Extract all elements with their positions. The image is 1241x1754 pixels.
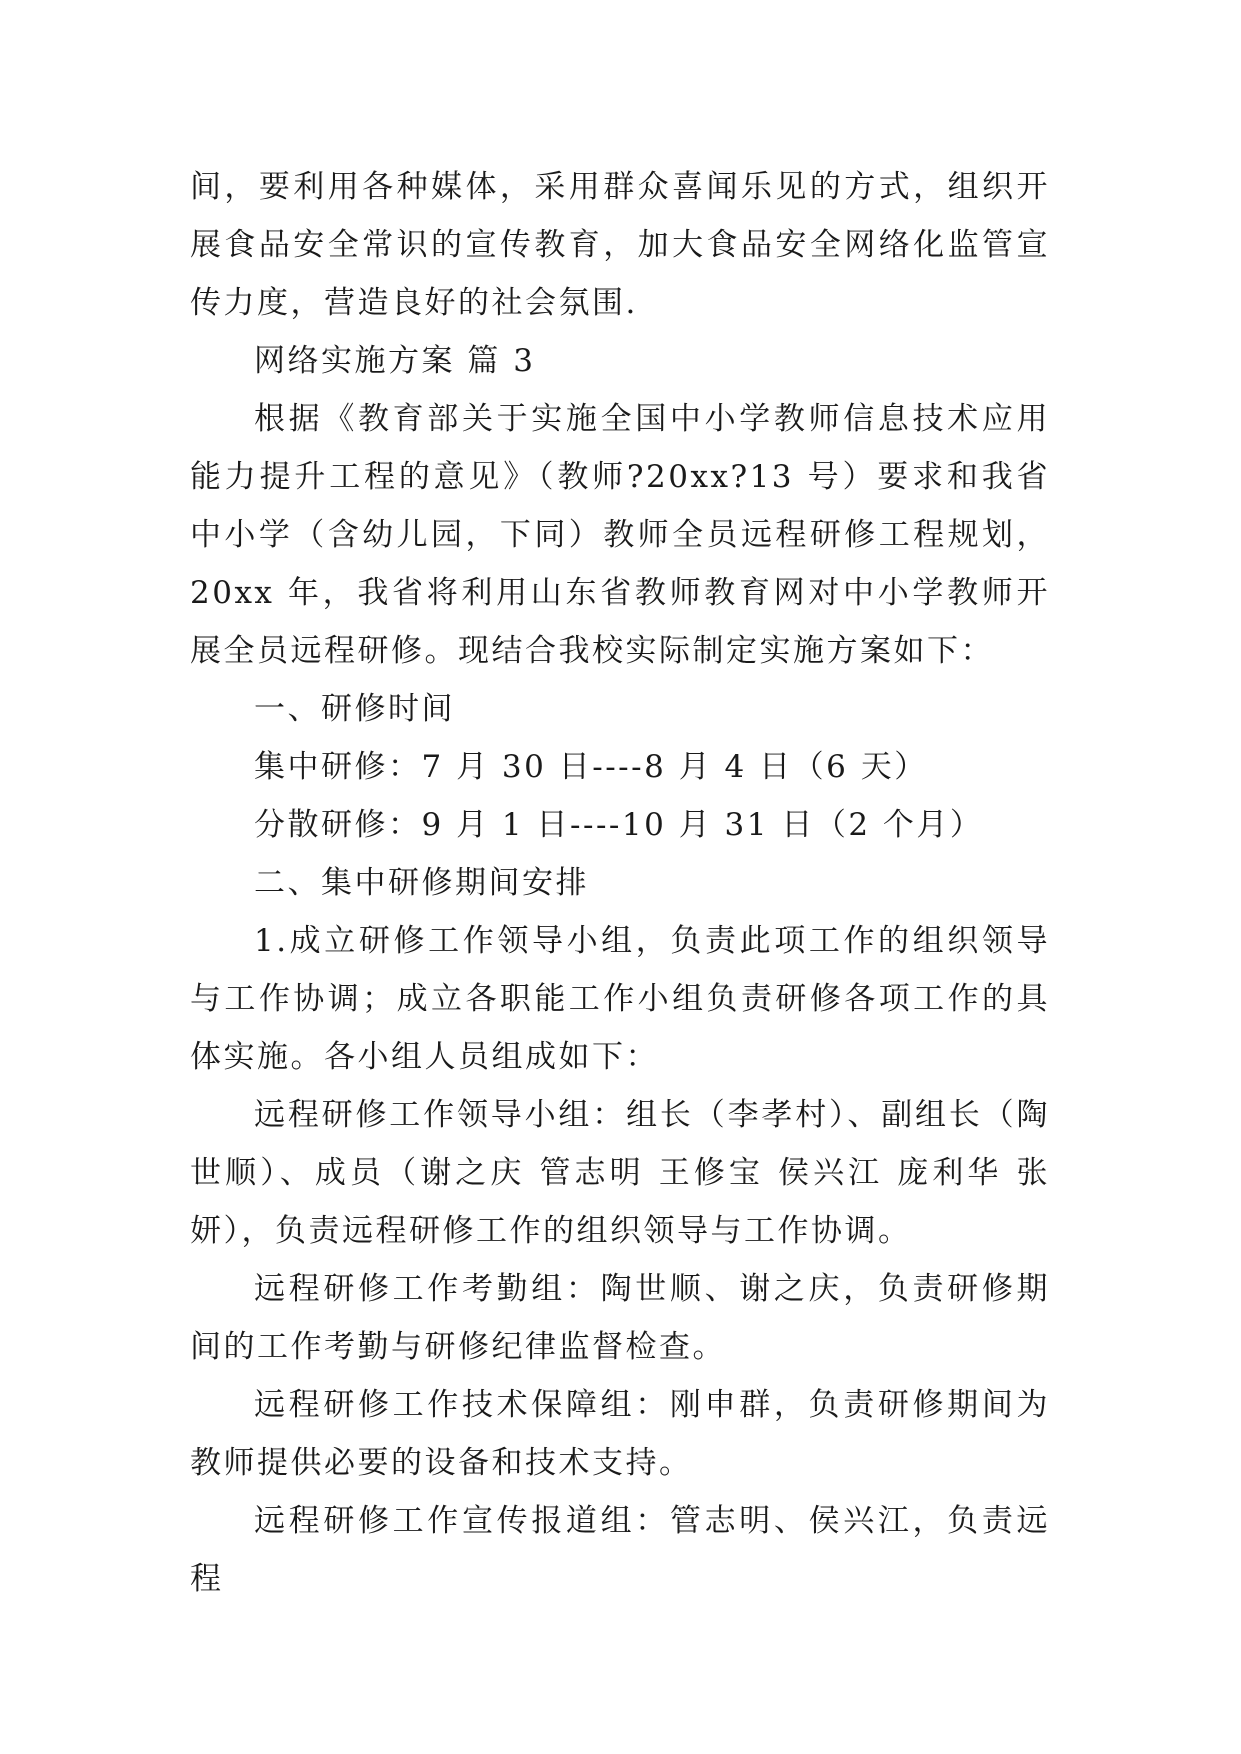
- paragraph-publicity-group: 远程研修工作宣传报道组：管志明、侯兴江，负责远程: [190, 1503, 1050, 1597]
- document-body: [190, 158, 1050, 1608]
- heading-concentrated-arrangement: 二、集中研修期间安排: [254, 865, 589, 901]
- paragraph-tech-support-group: 远程研修工作技术保障组：刚申群，负责研修期间为教师提供必要的设备和技术支持。: [190, 1387, 1050, 1481]
- section-heading-plan-3: 网络实施方案 篇 3: [254, 343, 536, 379]
- paragraph-intro: 根据《教育部关于实施全国中小学教师信息技术应用能力提升工程的意见》（教师?20xx?13 号）要求和我省中小学（含幼儿园，下同）教师全员远程研修工程规划， 20xx 年，我省将利用山东省教师教育网对中小学教师开展全员远程研修。现结合我校实际制定实施方案如下：: [190, 401, 1050, 669]
- paragraph-attendance-group: 远程研修工作考勤组：陶世顺、谢之庆，负责研修期间的工作考勤与研修纪律监督检查。: [190, 1271, 1050, 1365]
- paragraph-leadership-members: 远程研修工作领导小组：组长（李孝村）、副组长（陶世顺）、成员（谢之庆 管志明 王修宝 侯兴江 庞利华 张妍），负责远程研修工作的组织领导与工作协调。: [190, 1097, 1050, 1249]
- line-concentrated-study: 集中研修：7 月 30 日----8 月 4 日（6 天）: [254, 749, 928, 785]
- heading-study-time: 一、研修时间: [254, 691, 455, 727]
- line-dispersed-study: 分散研修：9 月 1 日----10 月 31 日（2 个月）: [254, 807, 984, 843]
- paragraph-leadership-group: 1.成立研修工作领导小组，负责此项工作的组织领导与工作协调；成立各职能工作小组负责研修各项工作的具体实施。各小组人员组成如下：: [190, 923, 1050, 1075]
- paragraph-continuation: 间，要利用各种媒体，采用群众喜闻乐见的方式，组织开展食品安全常识的宣传教育，加大食品安全网络化监管宣传力度，营造良好的社会氛围.: [190, 169, 1050, 321]
